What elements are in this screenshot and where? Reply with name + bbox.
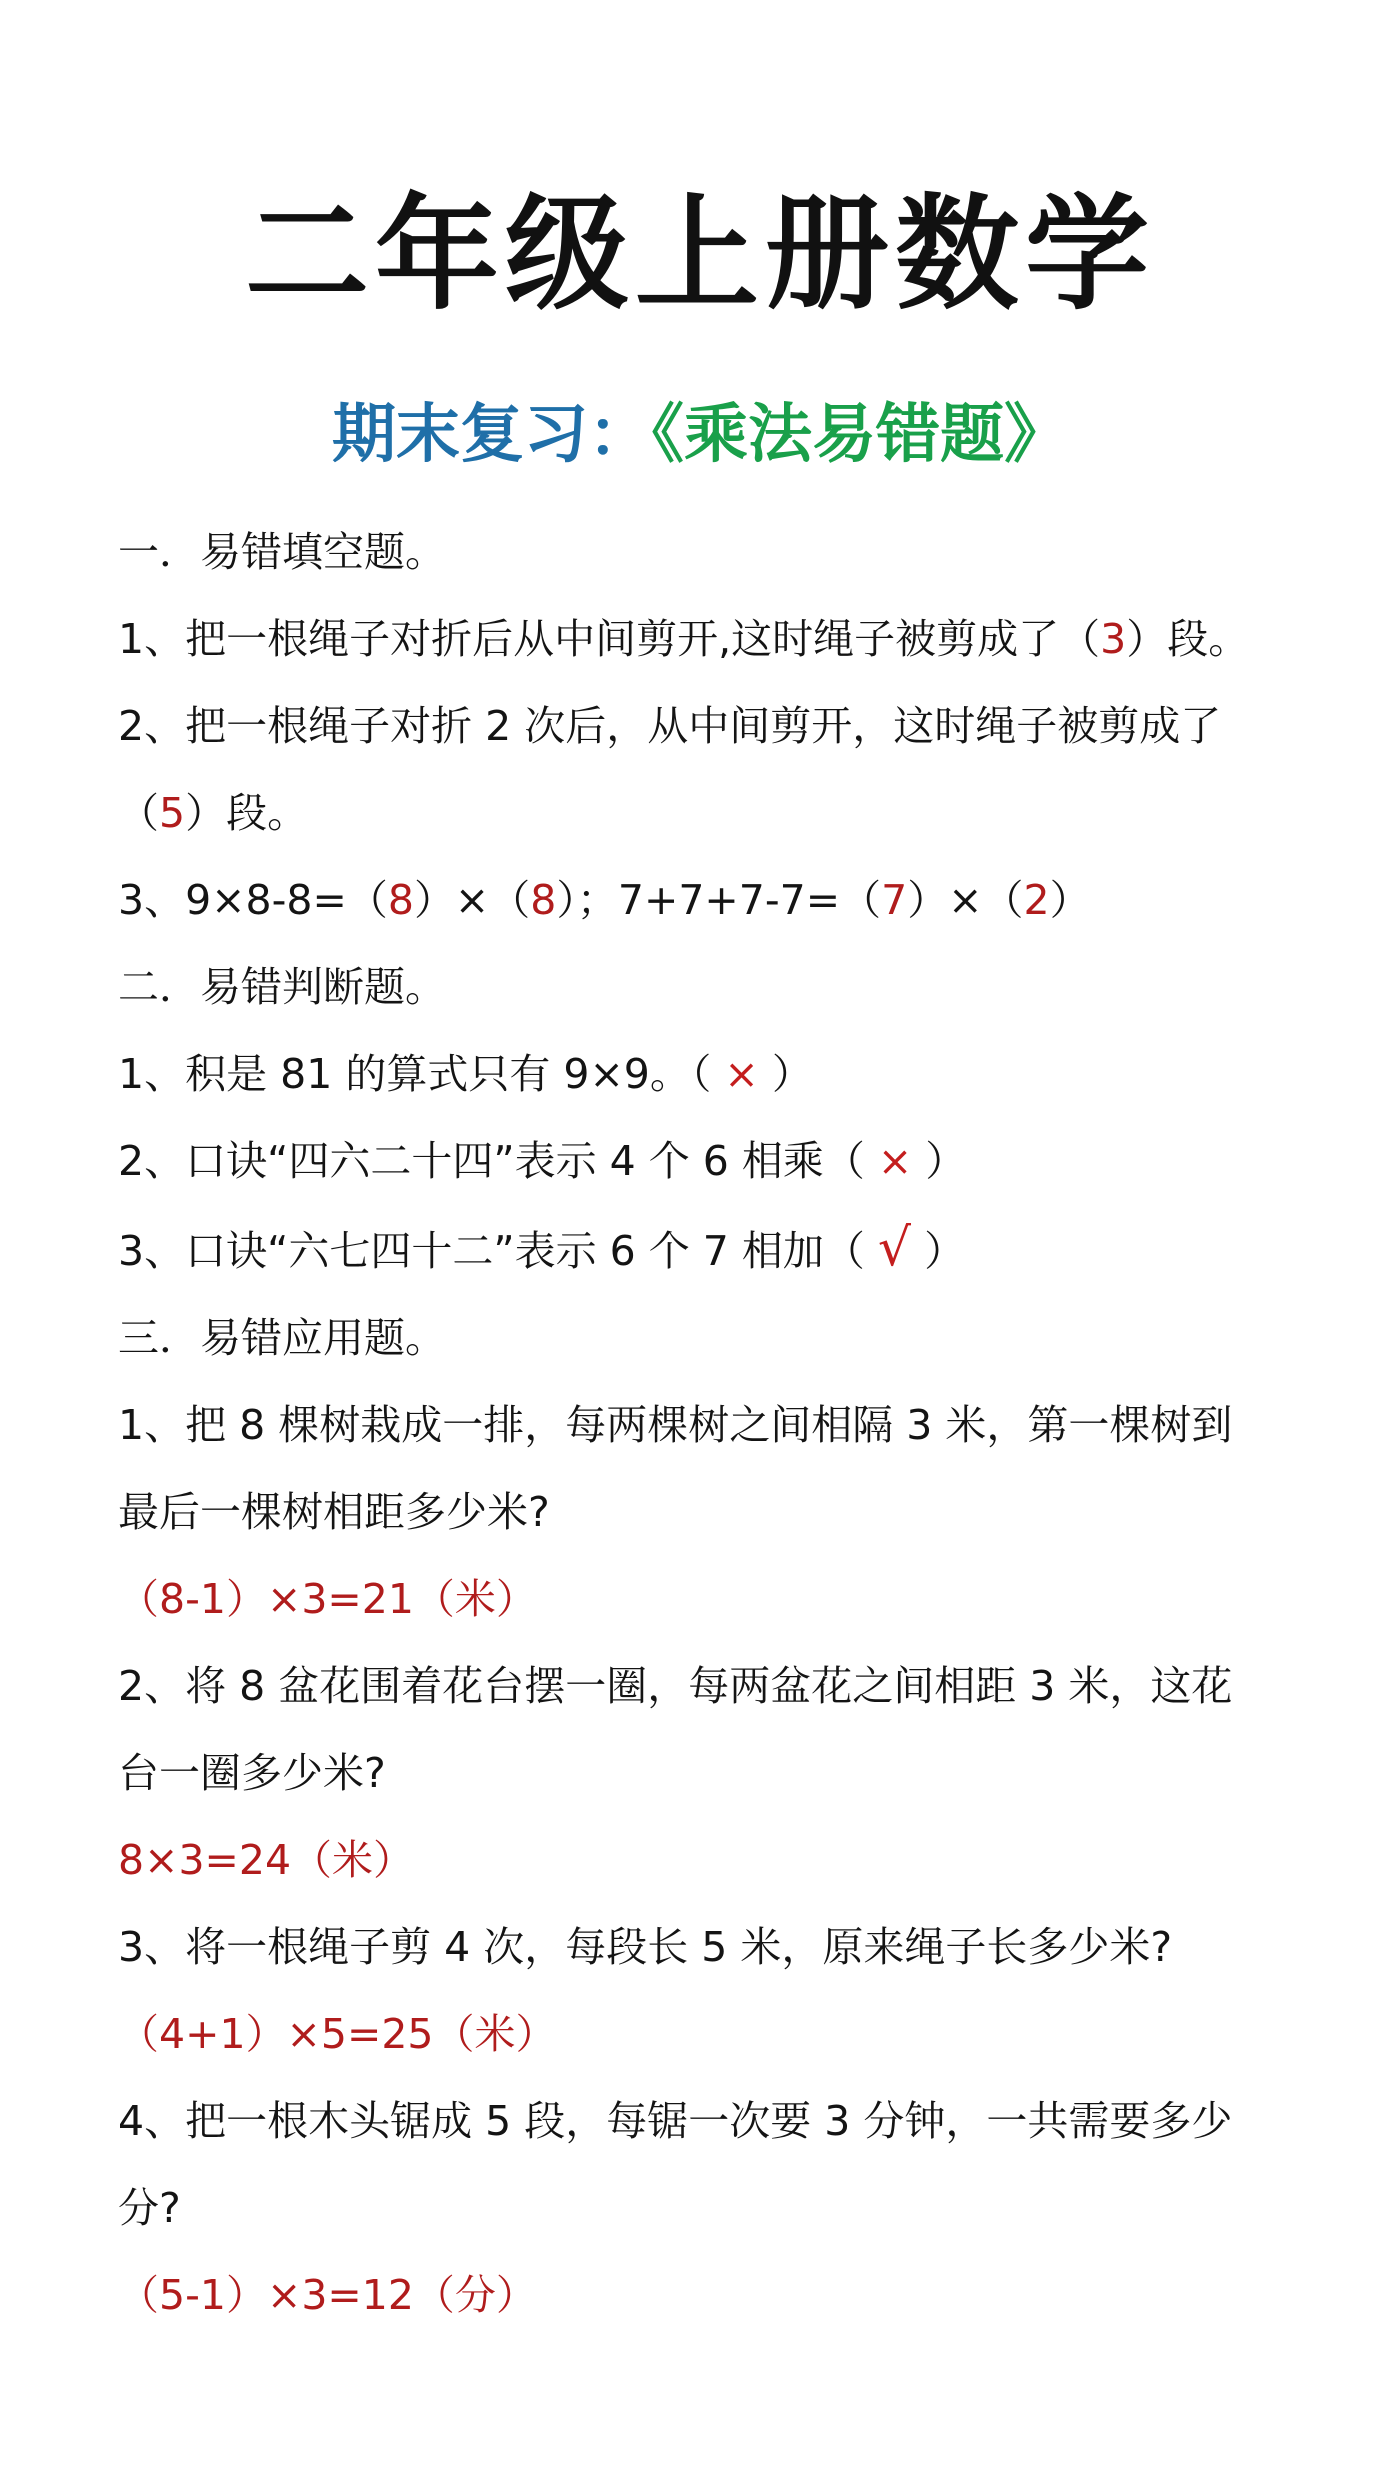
question-text: ） bbox=[1049, 876, 1091, 924]
question-text: ） bbox=[912, 1137, 967, 1185]
question-text: 2、口诀“四六二十四”表示 4 个 6 相乘（ bbox=[118, 1137, 878, 1185]
word-problem-2-line2: 台一圈多少米? bbox=[118, 1749, 386, 1797]
word-problem-1-line1: 1、把 8 棵树栽成一排，每两棵树之间相隔 3 米，第一棵树到 bbox=[118, 1401, 1233, 1449]
question-text: ） bbox=[911, 1227, 966, 1275]
question-text: ）×（ bbox=[907, 876, 1024, 924]
subtitle-topic: 《乘法易错题》 bbox=[652, 398, 1068, 472]
cross-mark-icon: × bbox=[724, 1050, 759, 1098]
question-text: ）；7+7+7-7=（ bbox=[556, 876, 882, 924]
judge-question-2 bbox=[118, 1118, 1358, 1205]
answer-value: 8 bbox=[387, 876, 414, 924]
cross-mark-icon: × bbox=[877, 1137, 913, 1185]
answer-value: 3 bbox=[1100, 615, 1127, 663]
question-text: 1、把一根绳子对折后从中间剪开,这时绳子被剪成了（ bbox=[118, 615, 1101, 663]
subtitle-prefix: 期末复习： bbox=[332, 398, 652, 472]
answer-value: 5 bbox=[159, 789, 186, 837]
page-title: 二年级上册数学 bbox=[244, 183, 1155, 327]
question-text: ）×（ bbox=[413, 876, 531, 924]
judge-question-1 bbox=[118, 1031, 1358, 1118]
question-text: （ bbox=[118, 789, 159, 837]
question-text: 1、积是 81 的算式只有 9×9。（ bbox=[118, 1050, 725, 1098]
fill-question-1 bbox=[118, 596, 1358, 683]
section3-heading: 三．易错应用题。 bbox=[118, 1314, 446, 1362]
fill-question-2-line1: 2、把一根绳子对折 2 次后，从中间剪开，这时绳子被剪成了 bbox=[118, 702, 1222, 750]
word-problem-4-line2: 分? bbox=[118, 2184, 181, 2232]
judge-question-3 bbox=[118, 1205, 1358, 1295]
section1-heading: 一．易错填空题。 bbox=[118, 528, 446, 576]
answer-value: 2 bbox=[1023, 876, 1050, 924]
question-text: ）段。 bbox=[185, 789, 309, 837]
question-text: ） bbox=[758, 1050, 813, 1098]
word-problem-3-answer: （4+1）×5=25（米） bbox=[118, 2010, 557, 2058]
question-text: 3、口诀“六七四十二”表示 6 个 7 相加（ bbox=[118, 1227, 878, 1275]
word-problem-1-line2: 最后一棵树相距多少米? bbox=[118, 1488, 550, 1536]
word-problem-4-answer: （5-1）×3=12（分） bbox=[118, 2271, 537, 2319]
section2-heading: 二．易错判断题。 bbox=[118, 963, 446, 1011]
word-problem-2-answer: 8×3=24（米） bbox=[118, 1836, 415, 1884]
answer-value: 7 bbox=[881, 876, 908, 924]
answer-value: 8 bbox=[530, 876, 557, 924]
word-problem-4-line1: 4、把一根木头锯成 5 段，每锯一次要 3 分钟，一共需要多少 bbox=[118, 2097, 1233, 2145]
worksheet-content bbox=[118, 509, 1358, 2339]
page-subtitle bbox=[0, 395, 1400, 475]
question-text: 3、9×8-8=（ bbox=[118, 876, 388, 924]
check-mark-icon: √ bbox=[877, 1218, 912, 1278]
word-problem-3-line1: 3、将一根绳子剪 4 次，每段长 5 米，原来绳子长多少米? bbox=[118, 1923, 1173, 1971]
word-problem-1-answer: （8-1）×3=21（米） bbox=[118, 1575, 537, 1623]
question-text: ）段。 bbox=[1126, 615, 1250, 663]
fill-question-2-line2 bbox=[118, 770, 1358, 857]
word-problem-2-line1: 2、将 8 盆花围着花台摆一圈，每两盆花之间相距 3 米，这花 bbox=[118, 1662, 1233, 1710]
fill-question-3 bbox=[118, 857, 1358, 944]
